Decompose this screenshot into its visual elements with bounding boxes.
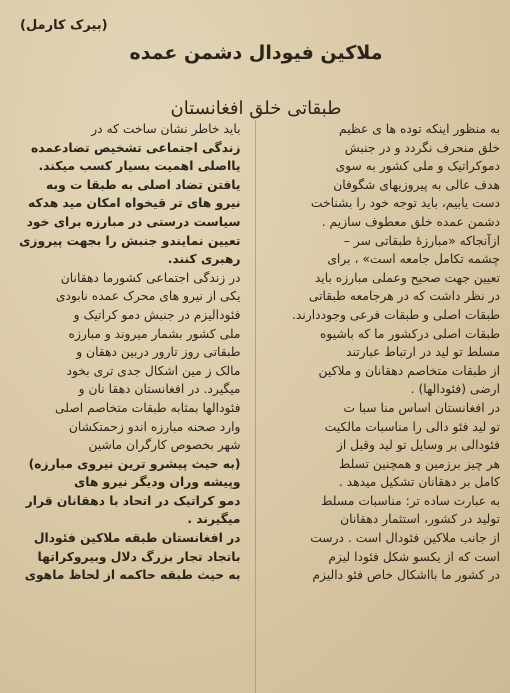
text-line: مالک ز مین اشکال جدی تری بخود bbox=[66, 363, 241, 378]
text-line: وپیشه وران ودیگر نیرو های bbox=[73, 475, 241, 490]
text-line: مسلط تو لید در ارتباط عبارتند bbox=[346, 345, 500, 360]
text-line: تعیین جهت صحیح وعملی مبارزه باید bbox=[314, 270, 500, 285]
author-tag: (بیرک کارمل) bbox=[20, 18, 108, 33]
text-line: در افغانستان اساس منا سبا ت bbox=[343, 400, 500, 415]
text-line: از طبقات متخاصم دهقانان و ملاکین bbox=[318, 363, 500, 378]
text-line: طبقات اصلی درکشور ما که باشیوه bbox=[319, 326, 500, 341]
text-line: به عبارت ساده تر: مناسبات مسلط bbox=[321, 493, 500, 508]
text-line: در زندگی اجتماعی کشورما دهقانان bbox=[60, 270, 241, 285]
text-line: به منظور اینکه توده ها ی عظیم bbox=[339, 122, 500, 136]
text-line: تولید در کشور، استثمار دهقانان bbox=[340, 512, 500, 527]
text-line: تو لید فئو دالی را مناسبات مالکیت bbox=[324, 419, 500, 434]
text-line: یافتن تضاد اصلی به طبقا ت وبه bbox=[46, 177, 241, 192]
text-line: فئودالی بر وسایل تو لید وقبل از bbox=[336, 438, 500, 453]
text-line: به حیث طبقه حاکمه از لحاظ ماهوی bbox=[24, 568, 241, 583]
text-line: از جانب ملاکین فئودال است . درست bbox=[310, 531, 500, 546]
text-line: در نظر داشت که در هرجامعه طبقاتی bbox=[308, 289, 500, 304]
column-divider bbox=[255, 120, 256, 693]
text-line: فئودالها بمثابه طبقات متخاصم اصلی bbox=[55, 400, 241, 415]
text-line: در کشور ما بااشکال خاص فئو دالیزم bbox=[312, 568, 500, 583]
text-line: دموکراتیک و ملی کشور به سوی bbox=[335, 159, 500, 174]
text-line: دست یابیم، باید توجه خود را بشناخت bbox=[310, 196, 500, 211]
text-line: در افغانستان طبقه ملاکین فئودال bbox=[33, 531, 241, 546]
text-line: یااصلی اهمیت بسیار کسب میکند. bbox=[38, 159, 241, 174]
text-line: ملی کشور بشمار میروند و مبارزه bbox=[68, 326, 241, 341]
text-line: فئودالیزم در جنبش دمو کراتیک و bbox=[73, 307, 241, 322]
text-line: طبقات اصلی و طبقات فرعی وجوددارند. bbox=[292, 307, 500, 322]
text-line: باید خاطر نشان ساخت که در bbox=[91, 122, 241, 136]
text-line: میگیرد. در افغانستان دهقا نان و bbox=[78, 382, 241, 397]
article-headline: ملاکین فیودال دشمن عمده bbox=[129, 42, 383, 64]
article-body bbox=[10, 120, 500, 693]
text-line: دمو کراتیک در اتحاد با دهقانان قرار bbox=[25, 493, 241, 508]
text-line: وارد صحنه مبارزه اندو زحمتکشان bbox=[68, 419, 241, 434]
text-line: طبقاتی روز تارور دربین دهقان و bbox=[76, 345, 241, 360]
text-line: ارضی (فئودالها) . bbox=[410, 382, 500, 397]
text-line: خلق منحرف نگردد و در جنبش bbox=[344, 140, 500, 155]
text-line: ازآنجاکه «مبارزهٔ طبقاتی سر – bbox=[343, 233, 500, 248]
article-subheadline: طبقاتی خلق افغانستان bbox=[170, 98, 342, 119]
text-line: کامل بر دهقانان تشکیل میدهد . bbox=[338, 475, 500, 490]
text-line: چشمه تکامل جامعه است» ، برای bbox=[327, 252, 500, 267]
text-line: هر چیز برزمین و همچنین تسلط bbox=[338, 456, 500, 471]
text-line: شهر بخصوص کارگران ماشین bbox=[88, 438, 241, 453]
text-line: هدف عالی به پیروزیهای شگوفان bbox=[333, 177, 500, 192]
text-line: سیاست درستی در مبارزه برای خود bbox=[26, 214, 241, 229]
right-column bbox=[269, 120, 500, 693]
text-line: میگیرند . bbox=[187, 512, 241, 527]
text-line: است که از یکسو شکل فئودا لیزم bbox=[328, 549, 500, 564]
text-line: باتجاد تجار بزرگ دلال وبیروکراتها bbox=[37, 549, 241, 564]
text-line: رهبری کنند. bbox=[167, 252, 241, 267]
text-line: دشمن عمده خلق معطوف سازیم . bbox=[321, 214, 500, 229]
text-line: نیرو های تر قیخواه امکان مید هدکه bbox=[28, 196, 241, 211]
text-line: (به حیث پیشرو ترین نیروی مبارزه) bbox=[28, 456, 241, 471]
left-column bbox=[10, 120, 241, 693]
text-line: تعیین نمایندو جنبش را بجهت پیروزی bbox=[19, 233, 241, 248]
text-line: زندگی اجتماعی تشخیص تضادعمده bbox=[31, 140, 241, 155]
text-line: یکی از نیرو های محرک عمده نابودی bbox=[55, 289, 241, 304]
